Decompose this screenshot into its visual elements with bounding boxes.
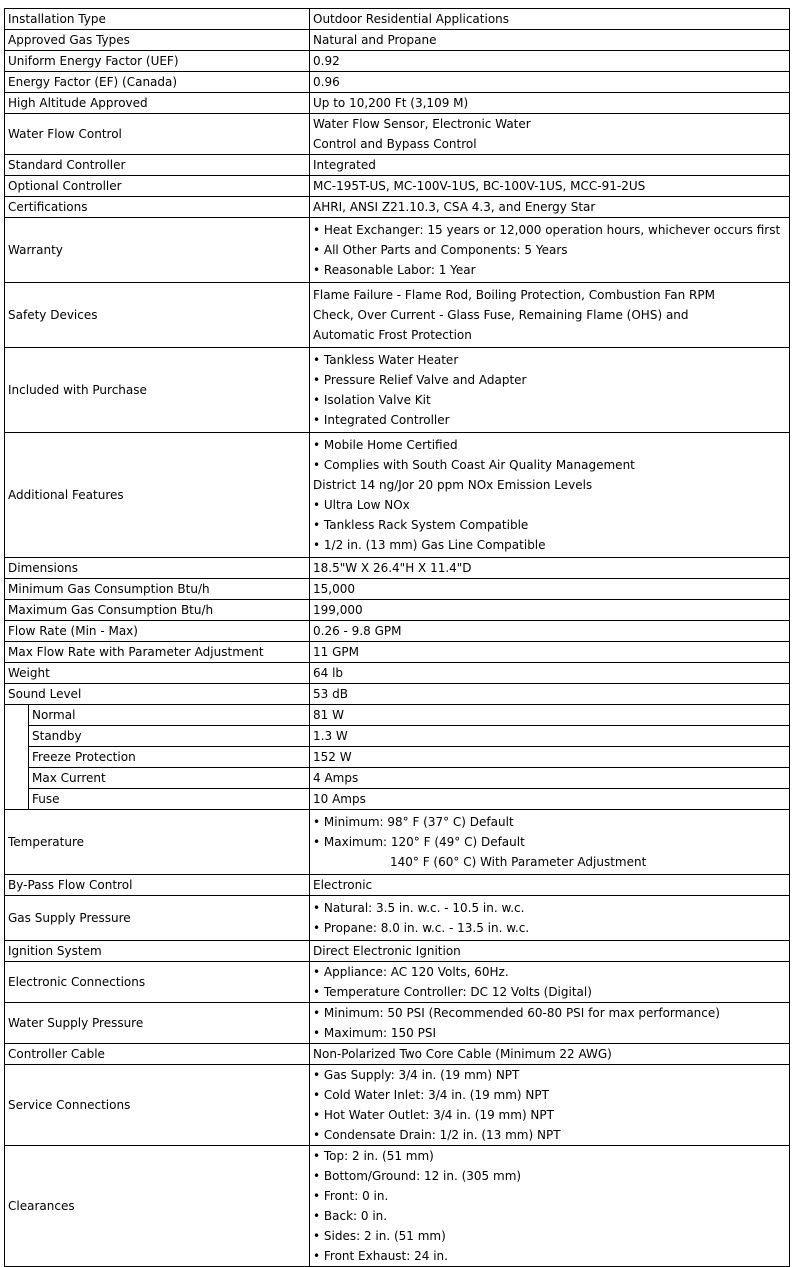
row-value: 0.96: [310, 72, 790, 93]
value-line: • Front Exhaust: 24 in.: [313, 1249, 448, 1263]
row-value: 11 GPM: [310, 642, 790, 663]
table-row: [5, 642, 790, 663]
table-row: [5, 1044, 790, 1065]
row-value: [310, 1003, 790, 1044]
row-value: 0.26 - 9.8 GPM: [310, 621, 790, 642]
row-value: [310, 896, 790, 941]
value-line: • Back: 0 in.: [313, 1209, 388, 1223]
table-row: [5, 962, 790, 1003]
row-label: Energy Factor (EF) (Canada): [5, 72, 310, 93]
value-line: • Maximum: 150 PSI: [313, 1026, 436, 1040]
table-row: [5, 155, 790, 176]
row-value: [310, 1146, 790, 1267]
value-line: Flame Failure - Flame Rod, Boiling Protection, Combustion Fan RPM: [313, 288, 715, 302]
row-value: Integrated: [310, 155, 790, 176]
row-value: 81 W: [310, 705, 790, 726]
row-label: Maximum Gas Consumption Btu/h: [5, 600, 310, 621]
row-label: Additional Features: [5, 433, 310, 558]
row-label: Ignition System: [5, 941, 310, 962]
value-line: • Reasonable Labor: 1 Year: [313, 263, 476, 277]
row-value: 10 Amps: [310, 789, 790, 810]
value-line: District 14 ng/Jor 20 ppm NOx Emission Levels: [313, 478, 593, 492]
value-line: • Pressure Relief Valve and Adapter: [313, 373, 527, 387]
value-line: • Condensate Drain: 1/2 in. (13 mm) NPT: [313, 1128, 561, 1142]
value-line: • Tankless Rack System Compatible: [313, 518, 529, 532]
row-value: Natural and Propane: [310, 30, 790, 51]
table-row: [5, 9, 790, 30]
value-line: • Heat Exchanger: 15 years or 12,000 operation hours, whichever occurs first: [313, 223, 781, 237]
value-line: • Temperature Controller: DC 12 Volts (Digital): [313, 985, 592, 999]
value-line: • Cold Water Inlet: 3/4 in. (19 mm) NPT: [313, 1088, 549, 1102]
table-row: [5, 30, 790, 51]
table-row: [5, 768, 790, 789]
row-value: 0.92: [310, 51, 790, 72]
table-row: [5, 1065, 790, 1146]
value-line: • Front: 0 in.: [313, 1189, 389, 1203]
value-line: • Maximum: 120° F (49° C) Default: [313, 835, 525, 849]
row-label: Water Flow Control: [5, 114, 310, 155]
table-row: [5, 197, 790, 218]
row-label: Uniform Energy Factor (UEF): [5, 51, 310, 72]
table-row: [5, 114, 790, 155]
table-row: [5, 348, 790, 433]
table-row: [5, 726, 790, 747]
table-row: [5, 72, 790, 93]
row-value: [310, 810, 790, 875]
row-label: Flow Rate (Min - Max): [5, 621, 310, 642]
row-label: Optional Controller: [5, 176, 310, 197]
value-line: Control and Bypass Control: [313, 137, 477, 151]
specifications-table: [4, 8, 790, 1267]
table-row: [5, 747, 790, 768]
row-value: Non-Polarized Two Core Cable (Minimum 22 AWG): [310, 1044, 790, 1065]
table-row: [5, 1146, 790, 1267]
value-line: • Bottom/Ground: 12 in. (305 mm): [313, 1169, 522, 1183]
row-value: 18.5"W X 26.4"H X 11.4"D: [310, 558, 790, 579]
row-label: Controller Cable: [5, 1044, 310, 1065]
row-value: Direct Electronic Ignition: [310, 941, 790, 962]
value-line: • All Other Parts and Components: 5 Years: [313, 243, 568, 257]
row-label: Approved Gas Types: [5, 30, 310, 51]
row-label: By-Pass Flow Control: [5, 875, 310, 896]
value-line: • Gas Supply: 3/4 in. (19 mm) NPT: [313, 1068, 520, 1082]
row-value: 199,000: [310, 600, 790, 621]
row-label: Normal: [29, 705, 310, 726]
value-line: 140° F (60° C) With Parameter Adjustment: [390, 855, 647, 869]
value-line: • Propane: 8.0 in. w.c. - 13.5 in. w.c.: [313, 921, 530, 935]
row-label: Certifications: [5, 197, 310, 218]
table-row: [5, 1003, 790, 1044]
row-value: MC-195T-US, MC-100V-1US, BC-100V-1US, MCC-91-2US: [310, 176, 790, 197]
table-row: [5, 875, 790, 896]
row-label: Included with Purchase: [5, 348, 310, 433]
row-label: High Altitude Approved: [5, 93, 310, 114]
table-row: [5, 789, 790, 810]
value-line: • Minimum: 98° F (37° C) Default: [313, 815, 514, 829]
table-row: [5, 93, 790, 114]
row-value: 152 W: [310, 747, 790, 768]
row-value: 53 dB: [310, 684, 790, 705]
row-value: 4 Amps: [310, 768, 790, 789]
row-label: Electronic Connections: [5, 962, 310, 1003]
row-value: Outdoor Residential Applications: [310, 9, 790, 30]
value-line: • Appliance: AC 120 Volts, 60Hz.: [313, 965, 509, 979]
row-value: [310, 218, 790, 283]
table-row: [5, 941, 790, 962]
row-label: Installation Type: [5, 9, 310, 30]
row-label: Clearances: [5, 1146, 310, 1267]
table-row: [5, 558, 790, 579]
value-line: • Top: 2 in. (51 mm): [313, 1149, 434, 1163]
value-line: • Sides: 2 in. (51 mm): [313, 1229, 446, 1243]
row-label: Water Supply Pressure: [5, 1003, 310, 1044]
row-value: [310, 114, 790, 155]
value-line: • Isolation Valve Kit: [313, 393, 431, 407]
table-row: [5, 433, 790, 558]
value-line: • Natural: 3.5 in. w.c. - 10.5 in. w.c.: [313, 901, 525, 915]
row-label: Sound Level: [5, 684, 310, 705]
row-label: Warranty: [5, 218, 310, 283]
row-label: Minimum Gas Consumption Btu/h: [5, 579, 310, 600]
table-row: [5, 810, 790, 875]
row-value: 64 lb: [310, 663, 790, 684]
table-row: [5, 51, 790, 72]
value-line: • Complies with South Coast Air Quality Management: [313, 458, 635, 472]
row-value: 1.3 W: [310, 726, 790, 747]
value-line: • Mobile Home Certified: [313, 438, 458, 452]
row-label: Max Flow Rate with Parameter Adjustment: [5, 642, 310, 663]
row-value: [310, 1065, 790, 1146]
row-label: Safety Devices: [5, 283, 310, 348]
row-label: Freeze Protection: [29, 747, 310, 768]
table-row: [5, 600, 790, 621]
table-row: [5, 621, 790, 642]
value-line: • Ultra Low NOx: [313, 498, 410, 512]
row-value: [310, 962, 790, 1003]
value-line: Automatic Frost Protection: [313, 328, 472, 342]
value-line: • Integrated Controller: [313, 413, 450, 427]
row-label: Gas Supply Pressure: [5, 896, 310, 941]
table-row: [5, 705, 790, 726]
row-value: AHRI, ANSI Z21.10.3, CSA 4.3, and Energy Star: [310, 197, 790, 218]
value-line: • Tankless Water Heater: [313, 353, 459, 367]
electrical-group-label: [5, 705, 29, 810]
table-row: [5, 283, 790, 348]
row-label: Weight: [5, 663, 310, 684]
table-row: [5, 579, 790, 600]
table-row: [5, 684, 790, 705]
table-row: [5, 176, 790, 197]
row-label: Fuse: [29, 789, 310, 810]
row-value: [310, 348, 790, 433]
value-line: • 1/2 in. (13 mm) Gas Line Compatible: [313, 538, 546, 552]
value-line: Check, Over Current - Glass Fuse, Remaining Flame (OHS) and: [313, 308, 689, 322]
row-label: Standard Controller: [5, 155, 310, 176]
table-row: [5, 663, 790, 684]
value-line: • Hot Water Outlet: 3/4 in. (19 mm) NPT: [313, 1108, 554, 1122]
value-line: • Minimum: 50 PSI (Recommended 60-80 PSI for max performance): [313, 1006, 720, 1020]
table-row: [5, 218, 790, 283]
row-value: Up to 10,200 Ft (3,109 M): [310, 93, 790, 114]
row-value: [310, 433, 790, 558]
row-label: Service Connections: [5, 1065, 310, 1146]
value-line: Water Flow Sensor, Electronic Water: [313, 117, 531, 131]
row-value: 15,000: [310, 579, 790, 600]
table-row: [5, 896, 790, 941]
row-label: Max Current: [29, 768, 310, 789]
row-label: Standby: [29, 726, 310, 747]
row-value: Electronic: [310, 875, 790, 896]
row-value: [310, 283, 790, 348]
row-label: Dimensions: [5, 558, 310, 579]
row-label: Temperature: [5, 810, 310, 875]
